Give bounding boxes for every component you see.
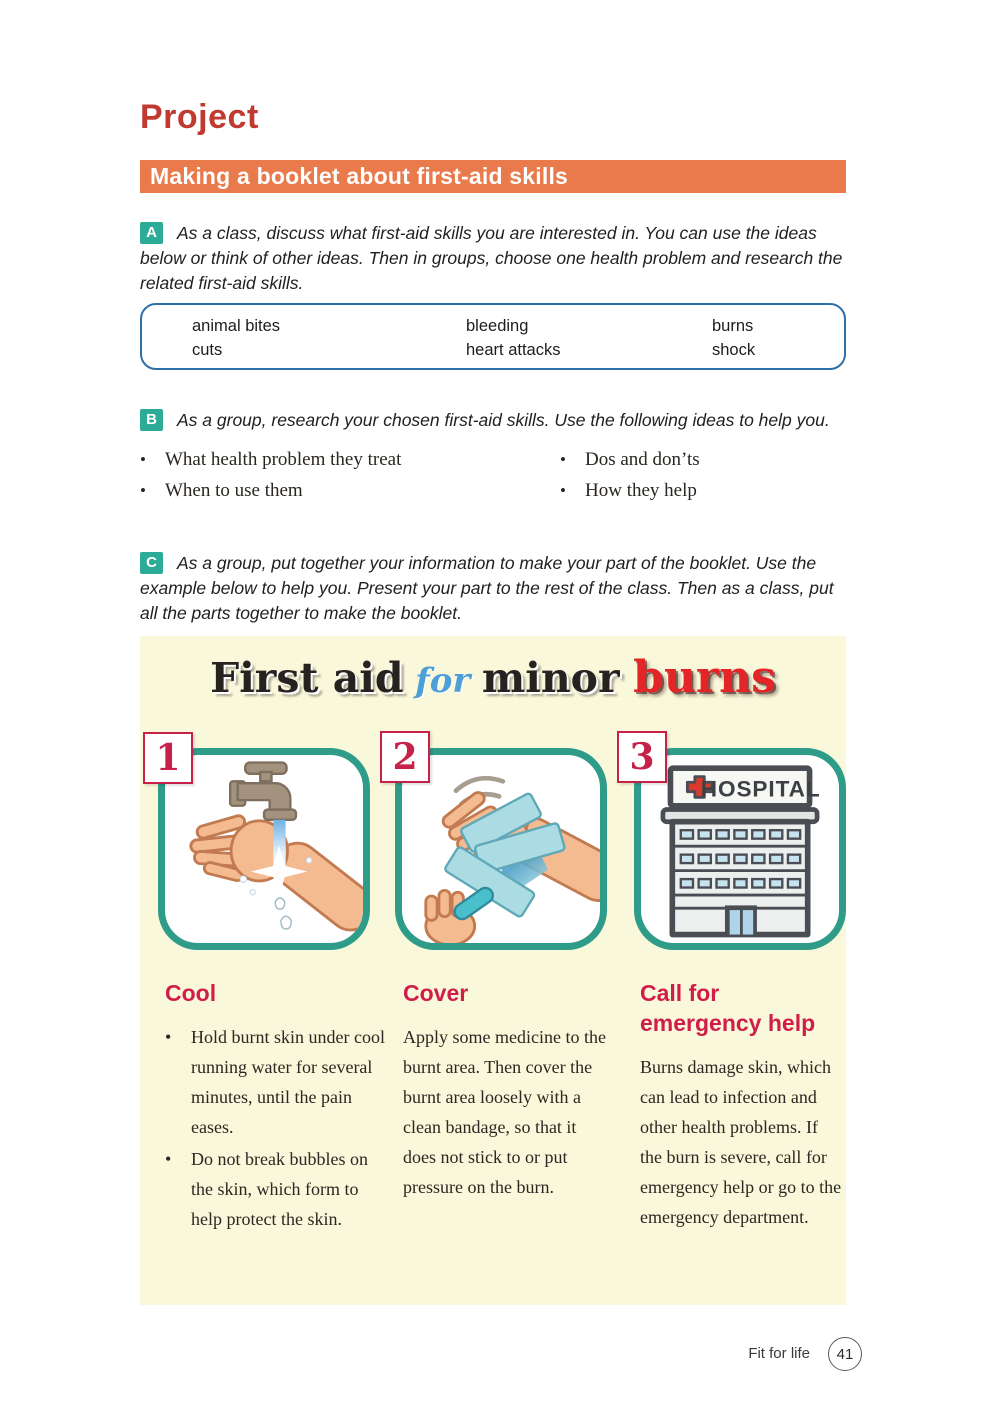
page-footer [0, 1336, 930, 1376]
bullet-icon: • [140, 450, 146, 469]
first-aid-poster [140, 636, 846, 1305]
step1-heading: Cool [165, 980, 217, 1006]
step3-text: Burns damage skin, which can lead to infection and other health problems. If the burn is severe, call for emergency help or go to the emergency department. [640, 1057, 842, 1227]
ideas-right-column [560, 450, 840, 512]
list-item [560, 450, 840, 469]
step3-heading: Call for emergency help [640, 980, 816, 1036]
page-title: Project [140, 98, 259, 136]
section-banner: Making a booklet about first-aid skills [140, 160, 846, 193]
list-item [140, 481, 540, 500]
list-item [165, 1144, 385, 1234]
instruction-c [140, 551, 846, 626]
section-badge-c: C [140, 552, 163, 574]
step1-bullet-2: Do not break bubbles on the skin, which form to help protect the skin. [191, 1149, 368, 1229]
step3-column [640, 978, 842, 1232]
step3-number-badge: 3 [617, 731, 667, 783]
poster-title [140, 652, 846, 703]
vocab-column-3 [712, 314, 755, 362]
vocab-word: cuts [192, 341, 223, 359]
vocab-word: animal bites [192, 317, 281, 335]
idea-text: How they help [585, 480, 697, 501]
instruction-b-text: As a group, research your chosen first-aid skills. Use the following ideas to help you. [177, 410, 830, 430]
vocab-word: shock [712, 341, 756, 359]
vocab-column-2 [466, 314, 560, 362]
instruction-a [140, 221, 846, 296]
list-item [165, 1022, 385, 1142]
instruction-c-text: As a group, put together your information to make your part of the booklet. Use the example below to help you. Present your part to the rest of the class. Then as a class, put all the parts together to make the booklet. [140, 553, 834, 623]
step1-bullet-1: Hold burnt skin under cool running water for several minutes, until the pain eases. [191, 1027, 385, 1137]
step2-column [403, 978, 613, 1202]
hospital-sign-text: HOSPITAL [700, 776, 821, 802]
list-item [560, 481, 840, 500]
ideas-left-column [140, 450, 540, 512]
idea-text: Dos and don’ts [585, 449, 700, 470]
bullet-icon: • [165, 1027, 172, 1047]
idea-text: What health problem they treat [165, 449, 402, 470]
book-title: Fit for life [748, 1345, 810, 1362]
bullet-icon: • [560, 450, 566, 469]
section-badge-a: A [140, 222, 163, 244]
tap-running-water-on-hand-icon [165, 755, 363, 943]
vocabulary-box [140, 303, 846, 370]
bandaged-hand-icon [402, 755, 600, 943]
step2-heading: Cover [403, 980, 469, 1006]
step2-number-badge: 2 [380, 731, 430, 783]
step2-text: Apply some medicine to the burnt area. Then cover the burnt area loosely with a clean bandage, so that it does not stick to or put pressure on the burn. [403, 1027, 606, 1197]
page-number-badge: 41 [828, 1337, 862, 1371]
vocab-word: heart attacks [466, 341, 561, 359]
section-badge-b: B [140, 409, 163, 431]
bullet-icon: • [165, 1149, 172, 1169]
bullet-icon: • [560, 481, 566, 500]
idea-text: When to use them [165, 480, 303, 501]
vocab-word: burns [712, 317, 754, 335]
poster-title-for: for [415, 661, 471, 701]
step1-column [165, 978, 385, 1236]
bullet-icon: • [140, 481, 146, 500]
step1-number-badge: 1 [143, 732, 193, 784]
vocab-word: bleeding [466, 317, 529, 335]
poster-title-minor: minor [481, 654, 620, 702]
vocab-column-1 [192, 314, 280, 362]
poster-title-burns: burns [633, 652, 776, 703]
list-item [140, 450, 540, 469]
hospital-building-icon [641, 755, 839, 943]
instruction-b [140, 408, 846, 433]
instruction-a-text: As a class, discuss what first-aid skills you are interested in. You can use the ideas below or think of other ideas. Then in groups, choose one health problem and research the related first-aid skills. [140, 223, 843, 293]
poster-title-first-aid: First aid [210, 654, 404, 702]
